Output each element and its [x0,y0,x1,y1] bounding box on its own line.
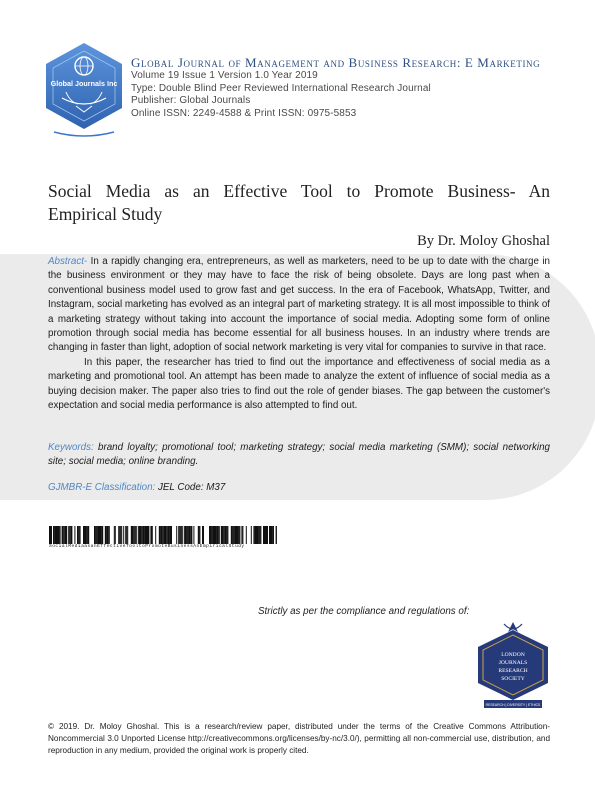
barcode-bar [55,526,57,544]
barcode-bar [184,526,185,544]
barcode-bar [121,526,122,544]
barcode-bar [266,526,267,544]
barcode-bar [236,526,238,544]
global-journals-logo [44,42,124,140]
svg-text:JOURNALS: JOURNALS [498,660,528,666]
compliance-statement: Strictly as per the compliance and regulations of: [258,606,470,617]
barcode-bar [63,526,65,544]
keywords-label: Keywords: [48,442,94,453]
barcode-bar [126,526,127,544]
barcode-bar [232,526,233,544]
barcode-bar [145,526,147,544]
barcode-bar [260,526,261,544]
barcode-bar [234,526,236,544]
classification-code: JEL Code: M37 [155,482,226,493]
barcode-bar [263,526,264,544]
volume-info: Volume 19 Issue 1 Version 1.0 Year 2019 [131,70,318,81]
barcode-bar [246,526,247,544]
barcode-bar [115,526,116,544]
barcode-bar [142,526,144,544]
barcode-bar [119,526,120,544]
barcode-bar [79,526,80,544]
barcode-bar [181,526,182,544]
barcode-bar [136,526,137,544]
journal-type: Type: Double Blind Peer Reviewed International Research Journal [131,82,431,94]
barcode-bar [80,526,81,544]
barcode-bar [185,526,187,544]
barcode-bar [94,526,96,544]
abstract-text-1: In a rapidly changing era, entrepreneurs, as well as marketers, need to be up to date with the charge in the business environment or they may have to face the risk of being obsolete. Days are long past when a conventional business model used to grow fast and get success. In the era of Facebook, WhatsApp, Twitter, and Instagram, social marketing has evolved as an integral part of marketing strategy. It is all most impossible to think of a marketing strategy without taking into account the importance of social media. Adopting some form of online promotion through social media has become essential for all business houses. In an industry where trends are changing in faster than light, adoption of social network marketing is very vital for companies to survive in that race. [48,256,550,354]
barcode-bar [53,526,55,544]
barcode-bar [225,526,227,544]
barcode-bar [168,526,170,544]
barcode-bar [254,526,256,544]
barcode-bar [258,526,259,544]
classification-label: GJMBR-E Classification: [48,482,156,493]
article-title [48,180,550,226]
barcode-bar [62,526,64,544]
publisher: Publisher: Global Journals [131,95,251,107]
author-byline: By Dr. Moloy Ghoshal [417,233,550,249]
barcode-bar [187,526,188,544]
barcode-bar [265,526,266,544]
barcode-bar [216,526,218,544]
barcode-bar [259,526,260,544]
barcode-bar [251,526,252,544]
barcode-bar [182,526,183,544]
barcode-bar [77,526,79,544]
barcode-bar [57,526,58,544]
barcode-bar [60,526,61,544]
barcode-bar [71,526,73,544]
barcode-bar [51,526,52,544]
barcode-bar [49,526,50,544]
barcode-bar [85,526,87,544]
barcode-bar [106,526,108,544]
barcode-bar [109,526,110,544]
barcode-bar [139,526,141,544]
barcode-bar [69,526,71,544]
barcode-bar [241,526,242,544]
barcode [49,526,277,544]
journal-name: Global Journal of Management and Business Research: E Marketing [131,55,541,70]
keywords-text: brand loyalty; promotional tool; marketing strategy; social media marketing (SMM); social networking site; social media; online branding. [48,442,550,468]
barcode-bar [147,526,149,544]
barcode-bar [198,526,200,544]
barcode-bar [223,526,225,544]
barcode-bar [214,526,216,544]
license-notice: © 2019. Dr. Moloy Ghoshal. This is a research/review paper, distributed under the terms of the Creative Commons Attribution-Noncommercial 3.0 Unported License http://creativecommons.org/licenses/by-nc/3.0/), permitting all non-commercial use, distribution, and reproduction in any medium, provided the original work is properly cited. [48,722,550,755]
barcode-bar [269,526,270,544]
keywords-section [48,441,550,470]
abstract-label: Abstract- [48,256,88,267]
barcode-bar [84,526,85,544]
barcode-bar [58,526,60,544]
svg-text:Global Journals Inc: Global Journals Inc [50,79,118,88]
barcode-bar [238,526,239,544]
barcode-bar [221,526,223,544]
barcode-bar [65,526,67,544]
barcode-bar [209,526,211,544]
barcode-bar [150,526,152,544]
barcode-bar [50,526,51,544]
barcode-bar [219,526,220,544]
barcode-bar [141,526,142,544]
barcode-bar [272,526,274,544]
svg-text:RESEARCH | DIVERSITY | ETHICS: RESEARCH | DIVERSITY | ETHICS [485,703,541,707]
barcode-bar [120,526,121,544]
barcode-bar [191,526,193,544]
barcode-bar [253,526,254,544]
issn: Online ISSN: 2249-4588 & Print ISSN: 0975-5853 [131,107,357,119]
barcode-bar [180,526,181,544]
abstract-paragraph-2: In this paper, the researcher has tried to find out the importance and effectiveness of social media as a marketing and promotional tool. An attempt has been made to analyze the extent of influence of social media as a buying decision maker. The paper also tries to find out the role of gender biases. The gap between the customer's expectation and social media performance is also attempted to find out. [48,356,550,412]
barcode-bar [211,526,212,544]
barcode-bar [231,526,233,544]
barcode-bar [264,526,265,544]
barcode-bar [169,526,171,544]
barcode-bar [74,526,75,544]
barcode-bar [203,526,204,544]
barcode-bar [159,526,161,544]
barcode-bar [163,526,164,544]
title-line-2: Empirical Study [48,204,163,224]
barcode-bar [96,526,97,544]
barcode-bar [166,526,168,544]
barcode-caption: SocialMediaasanEffectiveTooltoPromoteBusinessAnEmpiricalStudy [49,544,245,549]
barcode-bar [227,526,228,544]
barcode-bar [164,526,166,544]
barcode-bar [276,526,277,544]
svg-text:LONDON: LONDON [501,652,525,658]
barcode-bar [267,526,268,544]
barcode-bar [133,526,134,544]
classification-section [48,481,550,495]
society-seal-logo [474,620,552,710]
svg-text:SOCIETY: SOCIETY [501,676,525,682]
barcode-bar [127,526,128,544]
svg-text:RESEARCH: RESEARCH [498,668,528,674]
barcode-bar [176,526,177,544]
barcode-bar [138,526,139,544]
barcode-bar [105,526,107,544]
barcode-bar [212,526,214,544]
barcode-bar [155,526,156,544]
barcode-bar [125,526,126,544]
barcode-bar [134,526,136,544]
barcode-bar [202,526,203,544]
barcode-bar [242,526,243,544]
barcode-bar [118,526,119,544]
barcode-bar [98,526,100,544]
barcode-bar [178,526,180,544]
barcode-bar [88,526,90,544]
barcode-bar [97,526,98,544]
barcode-bar [100,526,102,544]
barcode-bar [131,526,133,544]
barcode-bar [123,526,124,544]
barcode-bar [226,526,227,544]
barcode-bar [199,526,200,544]
barcode-bar [102,526,104,544]
barcode-bar [256,526,258,544]
barcode-bar [239,526,240,544]
barcode-bar [114,526,115,544]
barcode-bar [160,526,162,544]
journal-header [131,55,571,120]
barcode-bar [188,526,190,544]
abstract-section [48,255,550,413]
barcode-bar [171,526,172,544]
barcode-bar [87,526,88,544]
title-line-1: Social Media as an Effective Tool to Promote Business- An [48,181,550,201]
barcode-bar [193,526,194,544]
barcode-bar [270,526,272,544]
barcode-bar [186,526,187,544]
barcode-bar [68,526,69,544]
barcode-bar [233,526,234,544]
barcode-bar [83,526,84,544]
abstract-paragraph-1 [48,255,550,356]
